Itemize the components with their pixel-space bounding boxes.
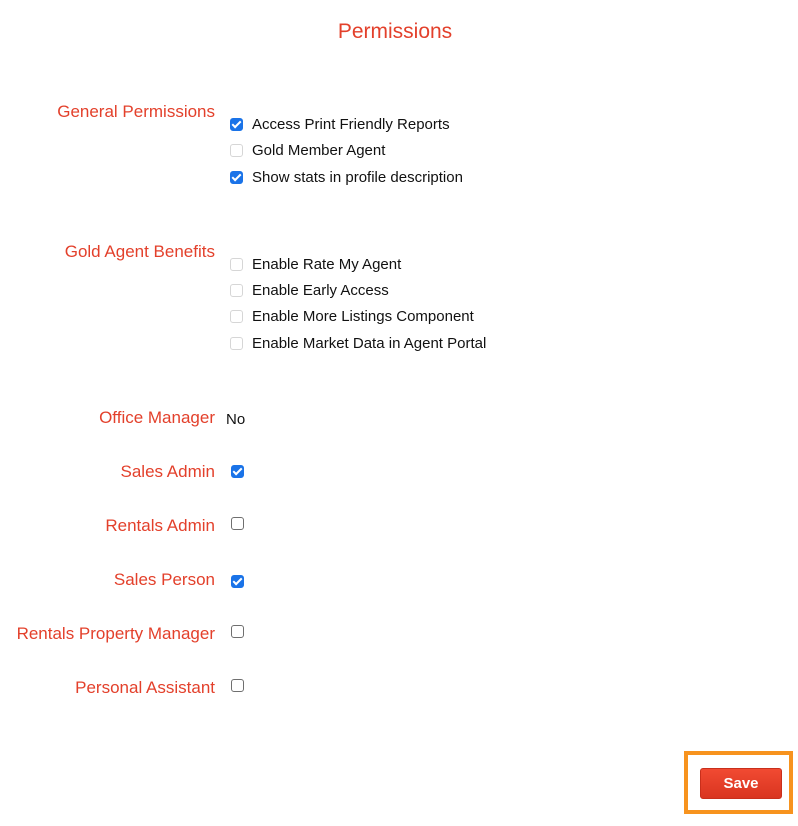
gold-member-agent-checkbox bbox=[230, 144, 243, 157]
sales-person-label: Sales Person bbox=[113, 570, 215, 589]
rentals-admin-label: Rentals Admin bbox=[105, 516, 215, 535]
page-title: Permissions bbox=[337, 20, 453, 43]
access-print-friendly-reports-checkbox[interactable] bbox=[230, 118, 243, 131]
option-label: Gold Member Agent bbox=[252, 141, 386, 159]
enable-market-data-checkbox bbox=[230, 337, 243, 350]
enable-rate-my-agent-checkbox bbox=[230, 258, 243, 271]
office-manager-label: Office Manager bbox=[99, 408, 215, 427]
option-enable-rate-my-agent bbox=[230, 255, 401, 273]
rentals-property-manager-label: Rentals Property Manager bbox=[16, 624, 215, 643]
option-access-print-friendly-reports[interactable] bbox=[230, 115, 450, 133]
enable-more-listings-component-checkbox bbox=[230, 310, 243, 323]
rentals-admin-checkbox[interactable] bbox=[231, 517, 244, 530]
sales-admin-label: Sales Admin bbox=[120, 462, 215, 481]
sales-person-checkbox[interactable] bbox=[231, 575, 244, 588]
personal-assistant-checkbox[interactable] bbox=[231, 679, 244, 692]
option-enable-more-listings-component bbox=[230, 307, 474, 325]
rentals-property-manager-checkbox[interactable] bbox=[231, 625, 244, 638]
save-button[interactable]: Save bbox=[700, 768, 782, 799]
office-manager-value: No bbox=[226, 411, 246, 428]
option-label: Access Print Friendly Reports bbox=[252, 115, 450, 133]
option-label: Enable Market Data in Agent Portal bbox=[252, 334, 487, 352]
option-label: Enable Early Access bbox=[252, 281, 389, 299]
option-show-stats-in-profile-description[interactable] bbox=[230, 168, 463, 186]
gold-agent-benefits-label: Gold Agent Benefits bbox=[64, 242, 215, 261]
show-stats-checkbox[interactable] bbox=[230, 171, 243, 184]
option-gold-member-agent bbox=[230, 141, 385, 159]
sales-admin-checkbox[interactable] bbox=[231, 465, 244, 478]
option-enable-early-access bbox=[230, 281, 389, 299]
option-label: Enable Rate My Agent bbox=[252, 255, 402, 273]
enable-early-access-checkbox bbox=[230, 284, 243, 297]
general-permissions-label: General Permissions bbox=[57, 102, 215, 121]
option-label: Show stats in profile description bbox=[252, 168, 463, 186]
personal-assistant-label: Personal Assistant bbox=[75, 678, 215, 697]
option-label: Enable More Listings Component bbox=[252, 307, 474, 325]
option-enable-market-data-in-agent-portal bbox=[230, 334, 486, 352]
